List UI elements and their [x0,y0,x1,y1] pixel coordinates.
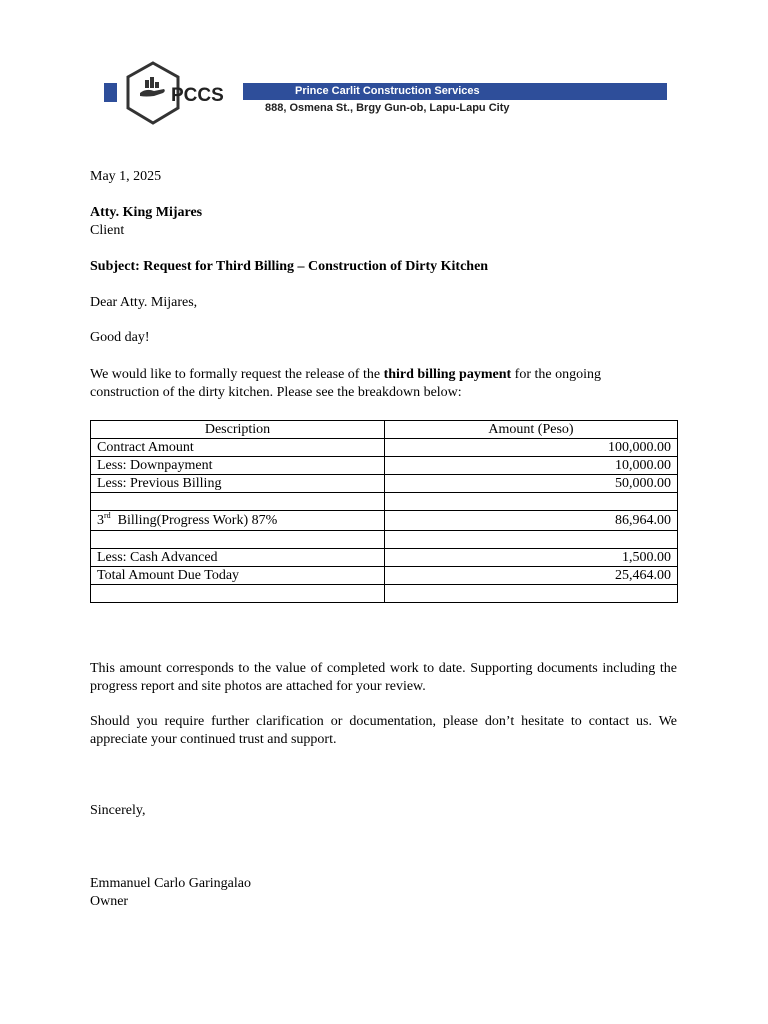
table-row-total [91,567,678,585]
row-description: Less: Previous Billing [91,475,385,493]
row-description [91,585,385,603]
completed-work-paragraph: This amount corresponds to the value of completed work to date. Supporting documents including the progress report and site photos are attached for your review. [90,661,677,694]
letterhead-accent-block [104,83,117,102]
header-amount: Amount (Peso) [385,421,678,439]
header-description: Description [91,421,385,439]
row-amount [385,531,678,549]
recipient-role: Client [90,223,125,238]
row-amount: 86,964.00 [385,511,678,531]
letter-subject: Subject: Request for Third Billing – Construction of Dirty Kitchen [90,259,489,274]
table-row [91,457,678,475]
salutation: Dear Atty. Mijares, [90,295,198,310]
signoff: Sincerely, [90,803,146,818]
row-description [91,531,385,549]
signer-title: Owner [90,894,129,909]
recipient-name: Atty. King Mijares [90,205,203,220]
hand-building-icon [140,77,165,97]
row-description-billing [91,511,385,531]
row-description: Less: Cash Advanced [91,549,385,567]
logo-text: PCCS [171,85,224,106]
signer-name: Emmanuel Carlo Garingalao [90,876,251,891]
greeting: Good day! [90,330,150,345]
row-amount: 1,500.00 [385,549,678,567]
table-row-empty [91,531,678,549]
row-amount: 100,000.00 [385,439,678,457]
letter-date: May 1, 2025 [90,169,162,184]
row-description: Total Amount Due Today [91,567,385,585]
table-row [91,475,678,493]
row-amount: 50,000.00 [385,475,678,493]
billing-table [90,420,678,603]
table-header-row [91,421,678,439]
row-description: Contract Amount [91,439,385,457]
billing-ordinal-number: 3 [97,513,104,528]
row-amount: 25,464.00 [385,567,678,585]
intro-text-start: We would like to formally request the release of the [90,367,384,382]
table-row [91,439,678,457]
company-address: 888, Osmena St., Brgy Gun-ob, Lapu-Lapu City [265,102,510,114]
table-row [91,511,678,531]
company-name: Prince Carlit Construction Services [295,85,480,97]
row-amount [385,493,678,511]
company-name-banner [243,83,667,100]
row-description [91,493,385,511]
company-logo [118,60,246,126]
intro-paragraph [90,366,660,402]
table-row-empty [91,493,678,511]
row-amount [385,585,678,603]
billing-description-text: Billing(Progress Work) 87% [117,513,278,528]
closing-paragraph: Should you require further clarification or documentation, please don’t hesitate to contact us. We appreciate your continued trust and support. [90,714,677,747]
intro-highlight: third billing payment [383,367,512,382]
billing-ordinal-suffix: rd [104,511,111,520]
table-row [91,549,678,567]
row-amount: 10,000.00 [385,457,678,475]
table-row-empty [91,585,678,603]
intro-text-end: for the ongoing construction of the dirty kitchen. Please see the breakdown below: [90,367,601,400]
row-description: Less: Downpayment [91,457,385,475]
